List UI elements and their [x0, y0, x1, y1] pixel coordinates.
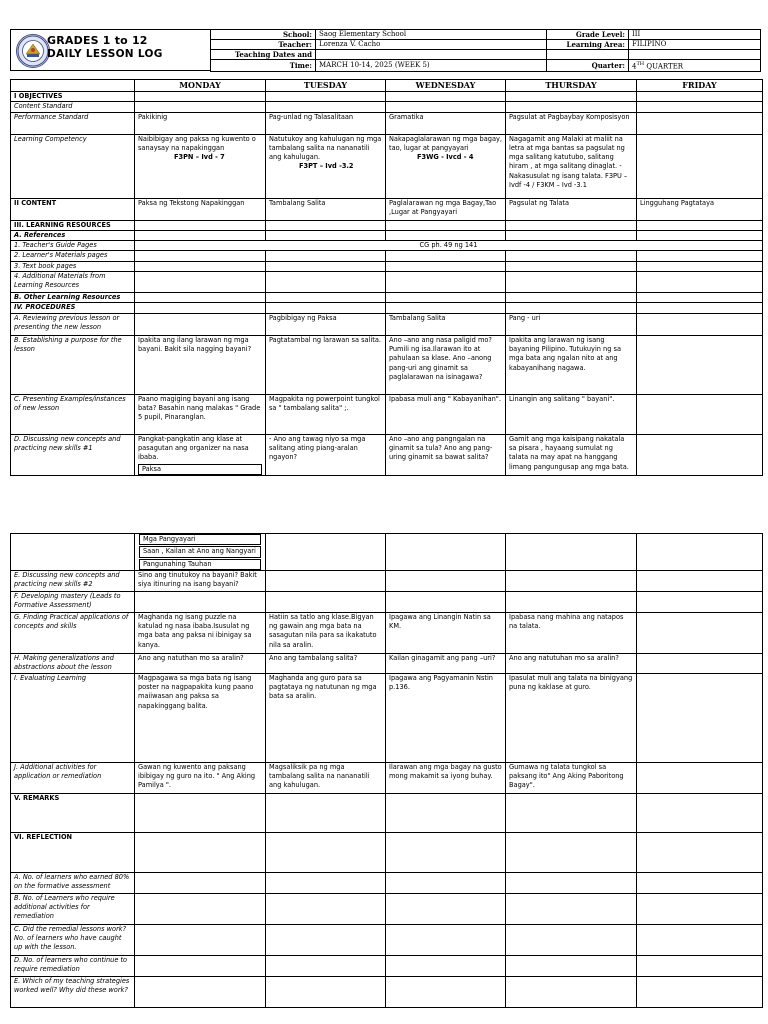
cell-performance-wed: Gramatika — [386, 112, 506, 134]
row-label-competency: Learning Competency — [11, 134, 135, 198]
row-label-proc-a: A. Reviewing previous lesson or presenting the new lesson — [11, 313, 135, 335]
organizer-box-saan: Saan , Kailan at Ano ang Nangyari — [139, 546, 261, 557]
quarter-word: QUARTER — [644, 62, 684, 71]
cell-content-wed: Paglalarawan ng mga Bagay,Tao ,Lugar at Pangyayari — [386, 198, 506, 220]
cell-proc-b-wed: Ano –ano ang nasa paligid mo? Pumili ng isa.Ilarawan ito at pahulaan sa klase. Ano –anong pang-uri ang ginamit sa paglalarawan na isinagawa? — [386, 335, 506, 394]
cell-proc-g-mon: Maghanda ng isang puzzle na katulad ng nasa ibaba.Isusulat ng mga bata ang paksa ni ibinigay sa kanya. — [135, 612, 266, 653]
cell-organizer — [135, 534, 266, 571]
info-table — [210, 29, 761, 72]
organizer-box-tauhan: Pangunahing Tauhan — [139, 559, 261, 570]
row-label-procedures: IV. PROCEDURES — [11, 303, 135, 313]
day-header-tuesday: TUESDAY — [266, 80, 386, 92]
row-label-remarks: V. REMARKS — [11, 793, 135, 832]
cell-content-mon: Paksa ng Tekstong Napakinggan — [135, 198, 266, 220]
school-label: School: — [211, 30, 316, 40]
row-label-performance-standard: Performance Standard — [11, 112, 135, 134]
dates-spacer-2 — [547, 50, 629, 60]
title-box — [10, 29, 211, 71]
lesson-table-part-2 — [10, 533, 763, 1008]
day-header-monday: MONDAY — [135, 80, 266, 92]
teacher-value: Lorenza V. Cacho — [316, 40, 547, 50]
dates-value: MARCH 10-14, 2025 (WEEK 5) — [316, 60, 547, 72]
cell-proc-b-tue: Pagtatambal ng larawan sa salita. — [266, 335, 386, 394]
area-label: Learning Area: — [547, 40, 629, 50]
row-label-proc-f: F. Developing mastery (Leads to Formative Assessment) — [11, 591, 135, 612]
row-label-content: II CONTENT — [11, 198, 135, 220]
competency-tue-text: Natutukoy ang kahulugan ng mga tambalang salita na nananatili ang kahulugan. — [269, 134, 382, 162]
cell-proc-c-mon: Paano magiging bayani ang isang bata? Basahin nang malakas " Grade 5 pupil, Pinaranglan. — [135, 394, 266, 434]
cell-proc-j-mon: Gawan ng kuwento ang paksang ibibigay ng guro na ito. " Ang Aking Pamilya ". — [135, 762, 266, 793]
cell-proc-b-thu: Ipakita ang larawan ng isang bayaning Pilipino. Tutukuyin ng sa mga bata ang ngalan nito at ang kabayanihang nagawa. — [506, 335, 637, 394]
cell-competency-tue — [266, 134, 386, 198]
row-label-refl-e: E. Which of my teaching strategies worked well? Why did these work? — [11, 976, 135, 1007]
row-label-proc-g: G. Finding Practical applications of concepts and skills — [11, 612, 135, 653]
row-label-reflection: VI. REFLECTION — [11, 832, 135, 872]
cell-tg-pages: CG ph. 49 ng 141 — [135, 241, 763, 251]
cell-proc-i-tue: Maghanda ang guro para sa pagtataya ng natutunan ng mga bata sa aralin. — [266, 673, 386, 762]
cell-proc-g-tue: Hatiin sa tatlo ang klase.Bigyan ng gawain ang mga bata na sasagutan nila para sa ikakatuto nila sa aralin. — [266, 612, 386, 653]
quarter-num: 4 — [632, 62, 637, 71]
row-label-proc-b: B. Establishing a purpose for the lesson — [11, 335, 135, 394]
row-label-resources: III. LEARNING RESOURCES — [11, 220, 135, 230]
cell-content-fri: Lingguhang Pagtataya — [637, 198, 763, 220]
cell-competency-mon — [135, 134, 266, 198]
cell-proc-a-wed: Tambalang Salita — [386, 313, 506, 335]
cell-content-thu: Pagsulat ng Talata — [506, 198, 637, 220]
cell-proc-h-tue: Ano ang tambalang salita? — [266, 653, 386, 673]
cell-performance-tue: Pag-unlad ng Talasalitaan — [266, 112, 386, 134]
title-line-1: GRADES 1 to 12 — [47, 34, 148, 47]
teacher-label: Teacher: — [211, 40, 316, 50]
row-label-references: A. References — [11, 230, 135, 240]
day-header-thursday: THURSDAY — [506, 80, 637, 92]
row-label-proc-i: I. Evaluating Learning — [11, 673, 135, 762]
competency-tue-code: F3PT – Ivd -3.2 — [299, 162, 354, 171]
row-label-lm-pages: 2. Learner's Materials pages — [11, 251, 135, 261]
cell-proc-e-mon: Sino ang tinutukoy na bayani? Bakit siya itinuring na isang bayani? — [135, 570, 266, 591]
row-label-refl-a: A. No. of learners who earned 80% on the formative assessment — [11, 872, 135, 893]
row-label-proc-e: E. Discussing new concepts and practicing new skills #2 — [11, 570, 135, 591]
quarter-sup: TH — [636, 61, 645, 67]
lesson-table-part-1 — [10, 79, 763, 476]
competency-mon-code: F3PN – Ivd - 7 — [174, 153, 225, 162]
cell-proc-i-thu: Ipasulat muli ang talata na binigyang puna ng kaklase at guro. — [506, 673, 637, 762]
cell-proc-i-wed: Ipagawa ang Pagyamanin Nstin p.136. — [386, 673, 506, 762]
cell-proc-b-mon: Ipakita ang ilang larawan ng mga bayani. Bakit sila nagging bayani? — [135, 335, 266, 394]
row-label-content-standard: Content Standard — [11, 102, 135, 112]
cell-proc-g-thu: Ipabasa nang mahina ang natapos na talata. — [506, 612, 637, 653]
cell-proc-h-thu: Ano ang natutuhan mo sa aralin? — [506, 653, 637, 673]
day-header-friday: FRIDAY — [637, 80, 763, 92]
row-label-proc-h: H. Making generalizations and abstractions about the lesson — [11, 653, 135, 673]
dates-spacer — [316, 50, 547, 60]
day-header-wednesday: WEDNESDAY — [386, 80, 506, 92]
cell-proc-a-thu: Pang - uri — [506, 313, 637, 335]
cell-proc-j-tue: Magsaliksik pa ng mga tambalang salita na nananatili ang kahulugan. — [266, 762, 386, 793]
deped-seal-icon — [16, 34, 50, 68]
row-label-objectives: I OBJECTIVES — [11, 92, 135, 102]
row-label-refl-b: B. No. of Learners who require additional activities for remediation — [11, 893, 135, 924]
grade-label: Grade Level: — [547, 30, 629, 40]
dates-label — [211, 50, 316, 60]
cell-proc-h-wed: Kailan ginagamit ang pang –uri? — [386, 653, 506, 673]
cell-competency-thu: Nagagamit ang Malaki at maliit na letra at mga bantas sa pagsulat ng mga salitang katutubo, salitang hiram , at mga salitang dinaglat. - Nakasusulat ng isang talata. F3PU – Ivdf -4 / F3KM – Ivd -3.1 — [506, 134, 637, 198]
row-label-proc-c: C. Presenting Examples/instances of new lesson — [11, 394, 135, 434]
area-value: FILIPINO — [629, 40, 761, 50]
cell-performance-thu: Pagsulat at Pagbaybay Komposisyon — [506, 112, 637, 134]
cell-proc-a-tue: Pagbibigay ng Paksa — [266, 313, 386, 335]
proc-d-mon-text: Pangkat-pangkatin ang klase at pasagutan ang organizer na nasa ibaba. — [138, 434, 249, 462]
cell-proc-c-tue: Magpakita ng powerpoint tungkol sa " tambalang salita" ;. — [266, 394, 386, 434]
row-label-tg-pages: 1. Teacher's Guide Pages — [11, 241, 135, 251]
competency-mon-text: Naibibigay ang paksa ng kuwento o sanaysay na napakinggan — [138, 134, 256, 152]
cell-proc-i-mon: Magpagawa sa mga bata ng isang poster na nagpapakita kung paano maiiwasan ang paksa sa napakinggang balita. — [135, 673, 266, 762]
row-label-textbook: 3. Text book pages — [11, 261, 135, 271]
grade-value: III — [629, 30, 761, 40]
organizer-box-pangyayari: Mga Pangyayari — [139, 534, 261, 545]
row-label-other-resources: B. Other Learning Resources — [11, 293, 135, 303]
competency-wed-code: F3WG - Ivcd - 4 — [417, 153, 474, 162]
cell-proc-d-tue: - Ano ang tawag niyo sa mga salitang ating piang-aralan ngayon? — [266, 434, 386, 475]
cell-performance-mon: Pakikinig — [135, 112, 266, 134]
cell-proc-d-mon — [135, 434, 266, 475]
cell-proc-j-wed: Ilarawan ang mga bagay na gusto mong makamit sa iyong buhay. — [386, 762, 506, 793]
cell-proc-g-wed: Ipagawa ang Linangin Natin sa KM. — [386, 612, 506, 653]
cell-competency-wed — [386, 134, 506, 198]
dates-label-1: Teaching Dates and — [234, 50, 312, 59]
organizer-box-paksa: Paksa — [138, 464, 262, 475]
quarter-value — [629, 60, 761, 72]
school-value: Saog Elementary School — [316, 30, 547, 40]
day-header-blank — [11, 80, 135, 92]
row-label-refl-d: D. No. of learners who continue to require remediation — [11, 955, 135, 976]
cell-proc-h-mon: Ano ang natuthan mo sa aralin? — [135, 653, 266, 673]
cell-proc-c-wed: Ipabasa muli ang " Kabayanihan". — [386, 394, 506, 434]
row-label-proc-d: D. Discussing new concepts and practicing new skills #1 — [11, 434, 135, 475]
row-label-proc-j: J. Additional activities for application or remediation — [11, 762, 135, 793]
cell-proc-d-wed: Ano –ano ang pangngalan na ginamit sa tula? Ano ang pang-uring ginamit sa bawat salita? — [386, 434, 506, 475]
cell-proc-d-thu: Gamit ang mga kaisipang nakatala sa pisara , hayaang sumulat ng talata na may apat na hanggang limang pangungusap ang mga bata. — [506, 434, 637, 475]
competency-wed-text: Nakapaglalarawan ng mga bagay, tao, lugar at pangyayari — [389, 134, 502, 152]
title-line-2: DAILY LESSON LOG — [47, 48, 163, 60]
row-label-additional: 4. Additional Materials from Learning Resources — [11, 272, 135, 293]
time-label: Time: — [211, 60, 316, 72]
cell-content-tue: Tambalang Salita — [266, 198, 386, 220]
dates-spacer-3 — [629, 50, 761, 60]
row-label-refl-c: C. Did the remedial lessons work? No. of learners who have caught up with the lesson. — [11, 924, 135, 955]
quarter-label: Quarter: — [547, 60, 629, 72]
cell-proc-c-thu: Linangin ang salitang " bayani". — [506, 394, 637, 434]
cell-proc-j-thu: Gumawa ng talata tungkol sa paksang ito" Ang Aking Paboritong Bagay". — [506, 762, 637, 793]
